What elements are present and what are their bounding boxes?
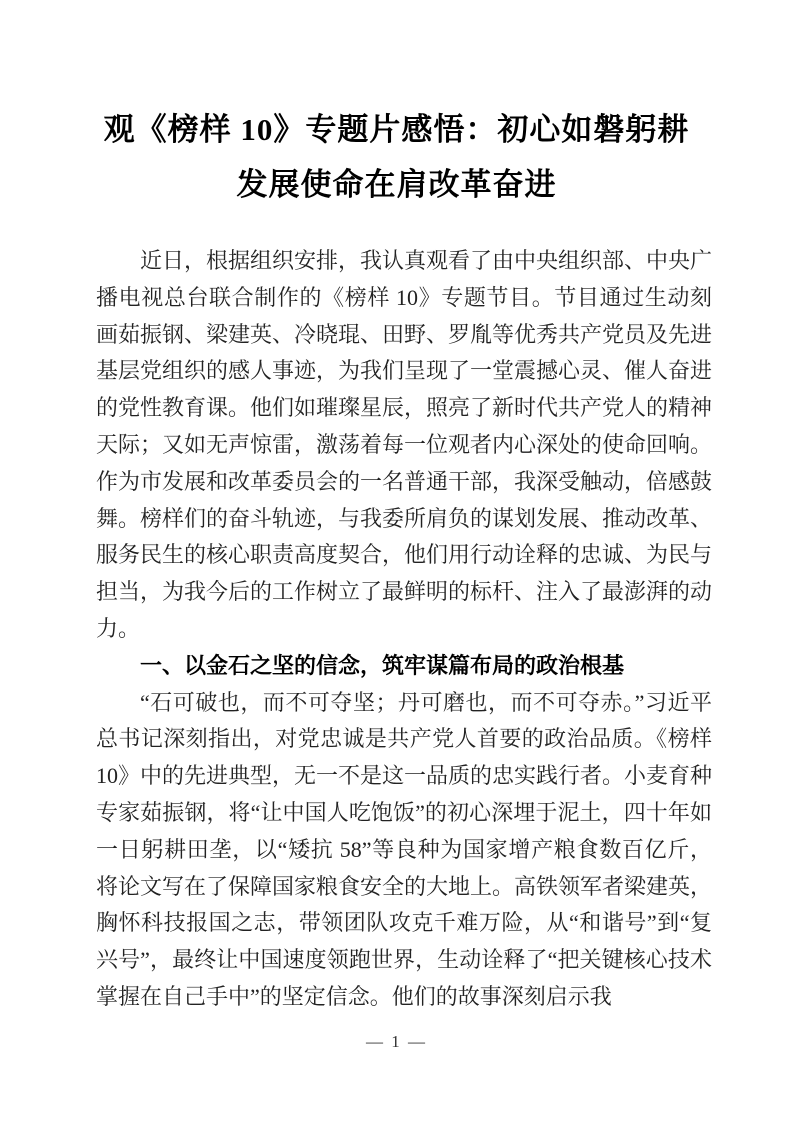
document-title-line-2: 发展使命在肩改革奋进 [236,167,557,202]
document-body [96,243,712,1016]
paragraph-intro: 近日，根据组织安排，我认真观看了由中央组织部、中央广播电视总台联合制作的《榜样 10》专题节目。节目通过生动刻画茹振钢、梁建英、冷晓琨、田野、罗胤等优秀共产党员及先进基层党组织的感人事迹，为我们呈现了一堂震撼心灵、催人奋进的党性教育课。他们如璀璨星辰，照亮了新时代共产党人的精神天际；又如无声惊雷，激荡着每一位观者内心深处的使命回响。作为市发展和改革委员会的一名普通干部，我深受触动，倍感鼓舞。榜样们的奋斗轨迹，与我委所肩负的谋划发展、推动改革、服务民生的核心职责高度契合，他们用行动诠释的忠诚、为民与担当，为我今后的工作树立了最鲜明的标杆、注入了最澎湃的动力。 [96,248,713,641]
section-heading-1: 一、以金石之坚的信念，筑牢谋篇布局的政治根基 [140,652,625,678]
paragraph-section-1: “石可破也，而不可夺坚；丹可磨也，而不可夺赤。”习近平总书记深刻指出，对党忠诚是共产党人首要的政治品质。《榜样 10》中的先进典型，无一不是这一品质的忠实践行者。小麦育种专家茹振钢，将“让中国人吃饱饭”的初心深埋于泥土，四十年如一日躬耕田垄，以“矮抗 58”等良种为国家增产粮食数百亿斤，将论文写在了保障国家粮食安全的大地上。高铁领军者梁建英，胸怀科技报国之志，带领团队攻克千难万险，从“和谐号”到“复兴号”，最终让中国速度领跑世界，生动诠释了“把关键核心技术掌握在自己手中”的坚定信念。他们的故事深刻启示我 [96,689,713,1009]
document-title [0,102,793,212]
document-title-line-1: 观《榜样 10》专题片感悟：初心如磐躬耕 [103,112,690,147]
page-number: — 1 — [366,1032,427,1051]
